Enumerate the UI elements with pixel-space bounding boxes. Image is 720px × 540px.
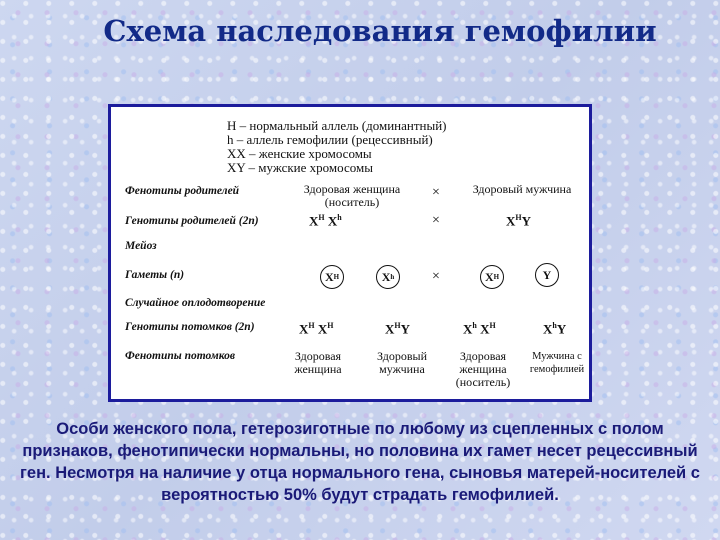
- explanation-caption: Особи женского пола, гетерозиготные по любому из сцепленных с полом признаков, фенотипически нормальны, но половина их гамет несет рецессивный ген. Несмотря на наличие у отца нормального гена, сыновья матерей-носителей с вероятностью 50% будут страдать гемофилией.: [20, 420, 700, 504]
- offspring-phenotype-2: Здоровый мужчина: [377, 349, 427, 376]
- legend-line-4: [227, 161, 373, 174]
- gamete-circle: X H: [320, 265, 344, 289]
- parent-female-phenotype: [287, 183, 417, 209]
- offspring-phenotype-1: Здоровая женщина: [294, 349, 342, 376]
- offspring-genotype-2: $X^HY$: [385, 321, 411, 337]
- legend-symbol: XX –: [227, 146, 256, 161]
- row-label-meiosis: Мейоз: [125, 240, 157, 252]
- legend-line-3: [227, 147, 372, 160]
- legend-text: аллель гемофилии (рецессивный): [246, 132, 433, 147]
- slide-title: Схема наследования гемофилии: [103, 14, 657, 48]
- cross-symbol: ×: [432, 213, 440, 228]
- cross-symbol: ×: [432, 269, 440, 284]
- legend-symbol: h –: [227, 132, 244, 147]
- parent-male-phenotype: Здоровый мужчина: [472, 182, 572, 196]
- row-label-offspring-phenotype: Фенотипы потомков: [125, 350, 236, 362]
- legend-text: мужские хромосомы: [258, 160, 373, 175]
- offspring-genotype-1: $X^H$ $X^H$: [299, 321, 334, 337]
- legend-text: нормальный аллель (доминантный): [249, 118, 447, 133]
- offspring-phenotype-4: Мужчина с гемофилией: [529, 351, 585, 375]
- offspring-genotype-3: $X^h$ $X^H$: [463, 321, 496, 337]
- female-carrier-note: (носитель): [324, 195, 380, 209]
- row-label-offspring-genotype: Генотипы потомков (2n): [125, 321, 255, 333]
- gamete-circle: Y: [535, 263, 559, 287]
- female-phenotype-label: Здоровая женщина: [303, 182, 401, 196]
- row-label-parents-genotype: Генотипы родителей (2n): [125, 215, 259, 227]
- legend-line-1: [227, 119, 447, 132]
- gamete-circle: X H: [480, 265, 504, 289]
- offspring-phenotype-3: Здоровая женщина (носитель): [455, 349, 511, 389]
- gamete-circle: X h: [376, 265, 400, 289]
- cross-symbol: ×: [432, 185, 440, 200]
- parent-male-genotype: $X^HY$: [506, 213, 532, 229]
- row-label-fertilization: Случайное оплодотворение: [125, 297, 266, 309]
- legend-symbol: H –: [227, 118, 247, 133]
- row-label-gametes: Гаметы (n): [125, 269, 185, 281]
- legend-line-2: [227, 133, 433, 146]
- offspring-genotype-4: $X^hY$: [543, 321, 567, 337]
- legend-symbol: XY –: [227, 160, 256, 175]
- inheritance-scheme-panel: [108, 104, 592, 402]
- legend-text: женские хромосомы: [258, 146, 372, 161]
- parent-female-genotype: $X^H$ $X^h$: [309, 213, 342, 229]
- row-label-parents-phenotype: Фенотипы родителей: [125, 185, 240, 197]
